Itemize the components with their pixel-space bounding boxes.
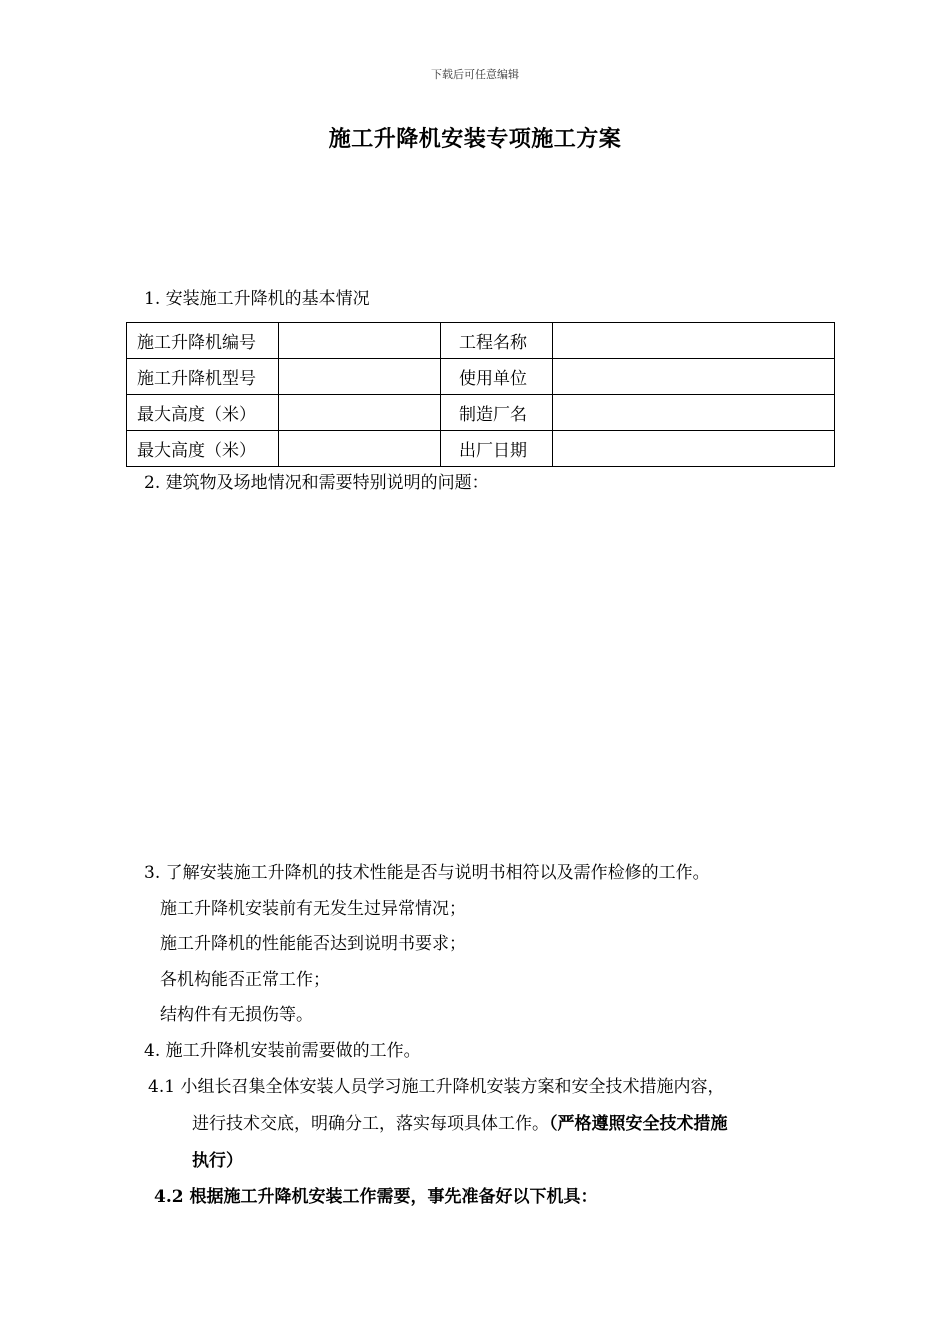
list-item: 施工升降机安装前有无发生过异常情况； (160, 899, 466, 919)
section-2-heading: 2. 建筑物及场地情况和需要特别说明的问题： (144, 473, 489, 493)
section-4-heading: 4. 施工升降机安装前需要做的工作。 (144, 1041, 421, 1061)
section-1-heading: 1. 安装施工升降机的基本情况 (144, 289, 370, 309)
table-value (279, 323, 441, 359)
table-value (553, 359, 835, 395)
table-label: 工程名称 (441, 323, 553, 359)
list-item: 各机构能否正常工作； (160, 970, 330, 990)
item-4-1-line-2 (192, 1113, 728, 1135)
section-3-heading: 3. 了解安装施工升降机的技术性能是否与说明书相符以及需作检修的工作。 (144, 863, 710, 883)
item-4-1-line-1: 4.1 小组长召集全体安装人员学习施工升降机安装方案和安全技术措施内容， (148, 1077, 725, 1097)
table-value (553, 431, 835, 467)
table-row (127, 395, 835, 431)
table-label: 施工升降机型号 (127, 359, 279, 395)
table-row (127, 323, 835, 359)
table-label: 施工升降机编号 (127, 323, 279, 359)
item-4-1-line-3: 执行） (192, 1151, 243, 1171)
table-value (279, 359, 441, 395)
table-value (279, 431, 441, 467)
table-row (127, 431, 835, 467)
basic-info-table (126, 322, 835, 467)
table-label: 使用单位 (441, 359, 553, 395)
table-value (553, 323, 835, 359)
table-value (279, 395, 441, 431)
table-label: 最大高度（米） (127, 395, 279, 431)
item-4-1-emphasis: （严格遵照安全技术措施 (549, 1114, 728, 1134)
item-4-2: 4.2 根据施工升降机安装工作需要，事先准备好以下机具： (154, 1187, 598, 1207)
item-4-1-text: 进行技术交底，明确分工，落实每项具体工作。 (192, 1114, 549, 1134)
table-value (553, 395, 835, 431)
list-item: 施工升降机的性能能否达到说明书要求； (160, 934, 466, 954)
table-label: 最大高度（米） (127, 431, 279, 467)
table-label: 出厂日期 (441, 431, 553, 467)
table-row (127, 359, 835, 395)
header-note: 下载后可任意编辑 (431, 68, 519, 81)
document-title: 施工升降机安装专项施工方案 (328, 126, 622, 152)
list-item: 结构件有无损伤等。 (160, 1005, 313, 1025)
table-label: 制造厂名 (441, 395, 553, 431)
